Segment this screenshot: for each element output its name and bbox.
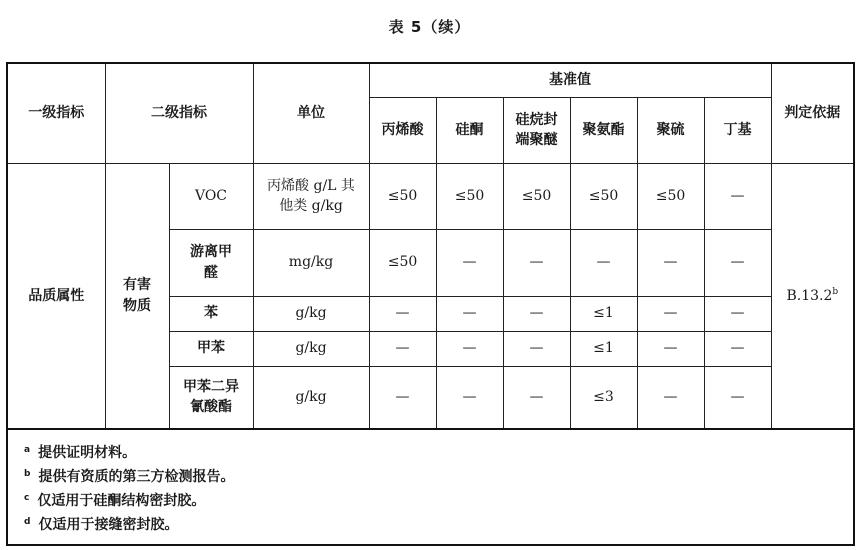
- value-cell: ≤50: [637, 163, 704, 229]
- value-cell: —: [369, 331, 436, 366]
- header-unit: 单位: [253, 63, 369, 163]
- value-cell: —: [637, 366, 704, 429]
- footnotes: [7, 429, 854, 545]
- indicator-benzene: 苯: [169, 296, 253, 331]
- level2-harmful: 有害物质: [105, 163, 169, 429]
- table-row-voc: [7, 163, 854, 229]
- value-cell: —: [503, 366, 570, 429]
- footnote-mark: b: [24, 469, 31, 479]
- footnote-a: [24, 438, 853, 462]
- basis-ref-text: B.13.2: [786, 287, 833, 304]
- header-level2: 二级指标: [105, 63, 253, 163]
- value-cell: —: [637, 229, 704, 296]
- footnote-mark: a: [24, 445, 31, 455]
- header-baseline: 基准值: [369, 63, 771, 97]
- unit-toluene: g/kg: [253, 331, 369, 366]
- value-cell: ≤50: [369, 163, 436, 229]
- value-cell: —: [436, 331, 503, 366]
- footnote-text: 仅适用于硅酮结构密封胶。: [37, 493, 206, 509]
- header-type-ms-polymer: 硅烷封端聚醚: [503, 97, 570, 163]
- footnote-d: [24, 510, 853, 534]
- value-cell: —: [436, 296, 503, 331]
- value-cell: ≤3: [570, 366, 637, 429]
- header-type-polyurethane: 聚氨酯: [570, 97, 637, 163]
- value-cell: ≤1: [570, 331, 637, 366]
- footnote-mark: c: [24, 493, 30, 503]
- value-cell: ≤50: [369, 229, 436, 296]
- indicator-toluene: 甲苯: [169, 331, 253, 366]
- footnote-mark: d: [24, 517, 31, 527]
- basis-ref: [771, 163, 854, 429]
- value-cell: —: [637, 331, 704, 366]
- table-title: 表 5（续）: [388, 18, 471, 36]
- value-cell: —: [570, 229, 637, 296]
- footnote-text: 仅适用于接缝密封胶。: [38, 517, 179, 533]
- value-cell: —: [436, 366, 503, 429]
- unit-tdi: g/kg: [253, 366, 369, 429]
- footnote-b: [24, 462, 853, 486]
- indicator-formaldehyde: 游离甲醛: [169, 229, 253, 296]
- header-level1: 一级指标: [7, 63, 105, 163]
- value-cell: ≤50: [436, 163, 503, 229]
- standards-table: [6, 62, 855, 546]
- basis-ref-sup: b: [832, 286, 839, 297]
- value-cell: —: [704, 331, 771, 366]
- header-row-1: [7, 63, 854, 97]
- value-cell: ≤50: [503, 163, 570, 229]
- header-type-acrylic: 丙烯酸: [369, 97, 436, 163]
- footnote-text: 提供有资质的第三方检测报告。: [38, 469, 235, 485]
- unit-benzene: g/kg: [253, 296, 369, 331]
- indicator-voc: VOC: [169, 163, 253, 229]
- value-cell: —: [637, 296, 704, 331]
- value-cell: —: [704, 296, 771, 331]
- value-cell: ≤50: [570, 163, 637, 229]
- value-cell: ≤1: [570, 296, 637, 331]
- value-cell: —: [704, 366, 771, 429]
- footnote-text: 提供证明材料。: [38, 445, 137, 461]
- value-cell: —: [503, 331, 570, 366]
- notes-row: [7, 429, 854, 545]
- footnote-c: [24, 486, 853, 510]
- header-type-polysulfide: 聚硫: [637, 97, 704, 163]
- header-type-silicone: 硅酮: [436, 97, 503, 163]
- indicator-tdi: 甲苯二异氰酸酯: [169, 366, 253, 429]
- level1-quality: 品质属性: [7, 163, 105, 429]
- value-cell: —: [704, 229, 771, 296]
- value-cell: —: [369, 296, 436, 331]
- unit-formaldehyde: mg/kg: [253, 229, 369, 296]
- header-basis: 判定依据: [771, 63, 854, 163]
- value-cell: —: [503, 229, 570, 296]
- unit-voc: 丙烯酸 g/L 其他类 g/kg: [253, 163, 369, 229]
- value-cell: —: [436, 229, 503, 296]
- value-cell: —: [704, 163, 771, 229]
- header-type-butyl: 丁基: [704, 97, 771, 163]
- value-cell: —: [503, 296, 570, 331]
- value-cell: —: [369, 366, 436, 429]
